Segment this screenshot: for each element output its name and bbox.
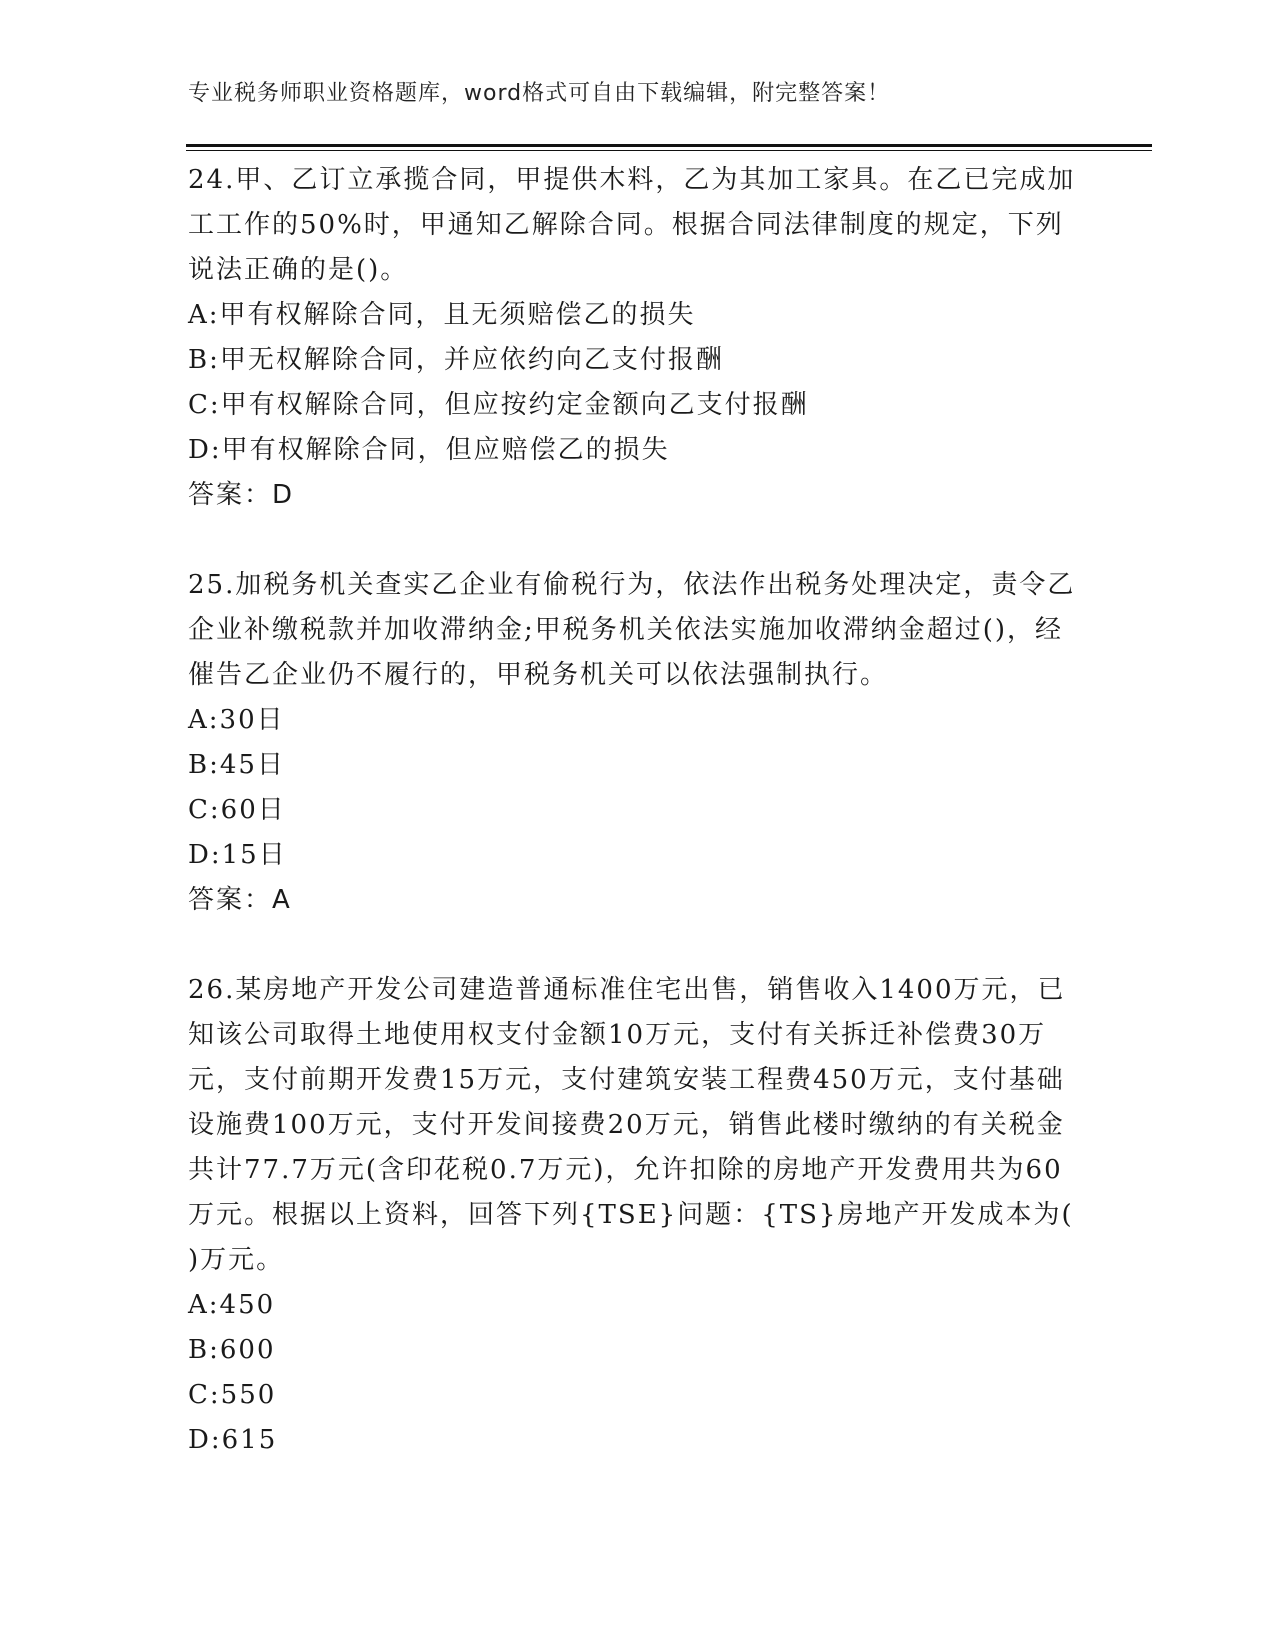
question-stem: 25.加税务机关查实乙企业有偷税行为，依法作出税务处理决定，责令乙企业补缴税款并加收滞纳金;甲税务机关依法实施加收滞纳金超过()，经催告乙企业仍不履行的，甲税务机关可以依法强制执行。: [188, 570, 1076, 690]
page-header: 专业税务师职业资格题库，word格式可自由下载编辑，附完整答案！: [188, 81, 891, 106]
option-c: C:550: [188, 1380, 277, 1410]
spacer: [188, 923, 1088, 968]
option-a: A:30日: [188, 705, 285, 735]
option-d: D:15日: [188, 840, 287, 870]
question-25: [188, 563, 1088, 923]
question-stem: 24.甲、乙订立承揽合同，甲提供木料，乙为其加工家具。在乙已完成加工工作的50%时，甲通知乙解除合同。根据合同法律制度的规定，下列说法正确的是()。: [188, 165, 1076, 285]
question-list: [188, 158, 1088, 1463]
option-d: D:甲有权解除合同，但应赔偿乙的损失: [188, 435, 670, 465]
option-b: B:45日: [188, 750, 285, 780]
option-b: B:甲无权解除合同，并应依约向乙支付报酬: [188, 345, 724, 375]
header-rule-thin: [186, 150, 1152, 151]
question-stem: 26.某房地产开发公司建造普通标准住宅出售，销售收入1400万元，已知该公司取得土地使用权支付金额10万元，支付有关拆迁补偿费30万元，支付前期开发费15万元，支付建筑安装工程费450万元，支付基础设施费100万元，支付开发间接费20万元，销售此楼时缴纳的有关税金共计77.7万元(含印花税0.7万元)，允许扣除的房地产开发费用共为60万元。根据以上资料，回答下列{TSE}问题：{TS}房地产开发成本为( )万元。: [188, 975, 1074, 1275]
option-d: D:615: [188, 1425, 278, 1455]
option-a: A:甲有权解除合同，且无须赔偿乙的损失: [188, 300, 696, 330]
header-rule: [186, 144, 1152, 147]
answer-line: 答案：D: [188, 480, 295, 510]
question-26: [188, 968, 1088, 1463]
option-c: C:甲有权解除合同，但应按约定金额向乙支付报酬: [188, 390, 809, 420]
option-b: B:600: [188, 1335, 276, 1365]
option-a: A:450: [188, 1290, 276, 1320]
answer-line: 答案：A: [188, 885, 292, 915]
question-24: [188, 158, 1088, 518]
option-c: C:60日: [188, 795, 286, 825]
spacer: [188, 518, 1088, 563]
